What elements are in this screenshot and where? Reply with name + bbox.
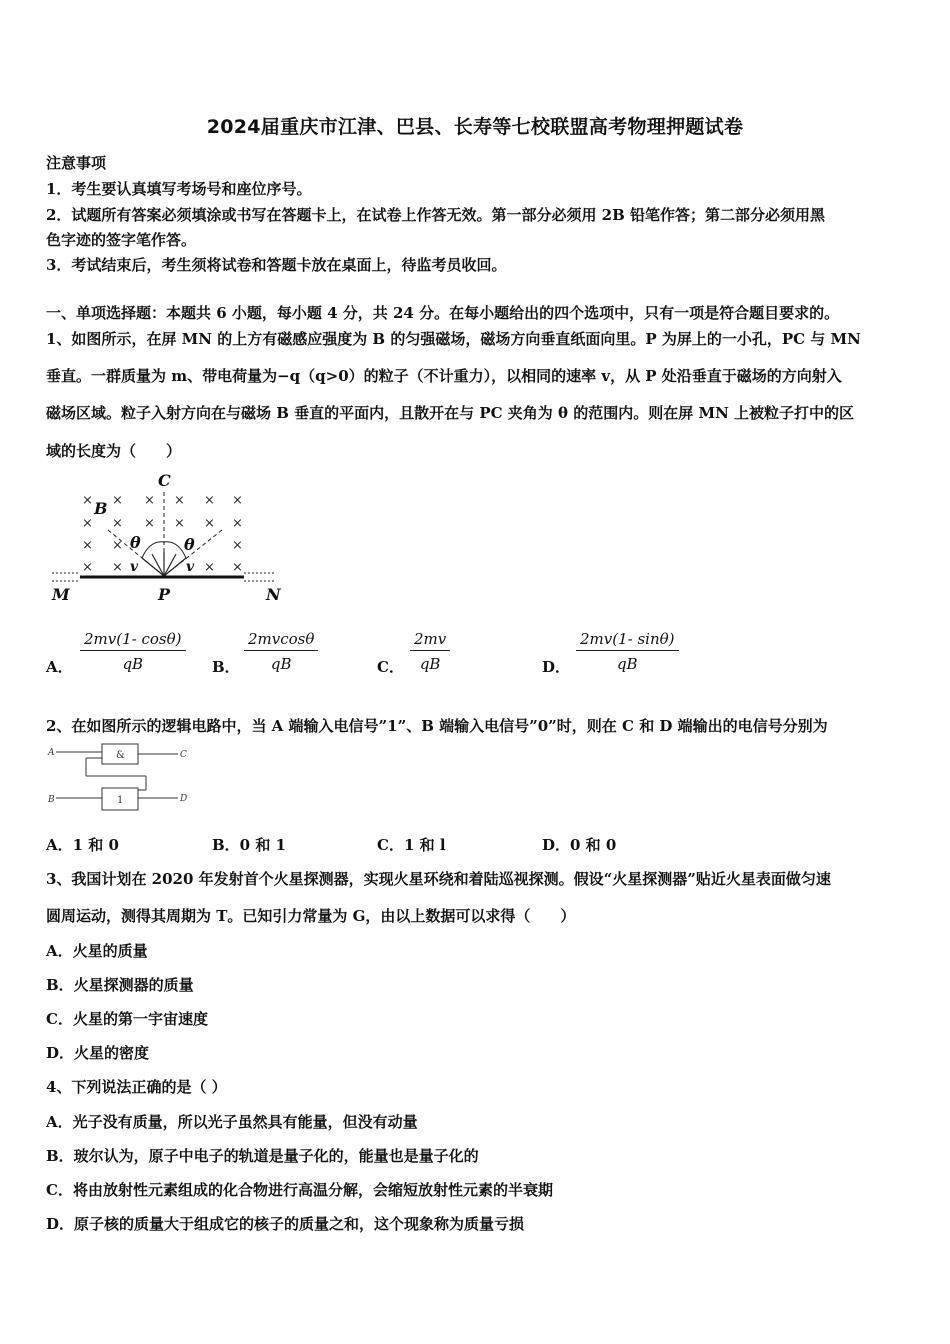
- cross-mark: ×: [144, 516, 155, 531]
- cross-mark: ×: [204, 560, 215, 575]
- q4-stem: 4、下列说法正确的是（ ）: [46, 1078, 227, 1096]
- q1-option-d-fraction: [576, 630, 679, 673]
- q4-option-d: D．原子核的质量大于组成它的核子的质量之和，这个现象称为质量亏损: [46, 1215, 525, 1233]
- cross-mark: ×: [82, 516, 93, 531]
- fraction-denominator: qB: [270, 655, 292, 673]
- fraction-numerator: 2mv(1- cosθ): [80, 630, 186, 651]
- q4-option-c: C．将由放射性元素组成的化合物进行高温分解，会缩短放射性元素的半衰期: [46, 1181, 553, 1199]
- q3-stem-line: 圆周运动，测得其周期为 T。已知引力常量为 G，由以上数据可以求得（ ）: [46, 907, 576, 925]
- cross-mark: ×: [204, 516, 215, 531]
- cross-mark: ×: [112, 538, 123, 553]
- circuit-label-a: A: [48, 748, 55, 758]
- fraction-denominator: qB: [419, 655, 441, 673]
- cross-mark: ×: [112, 560, 123, 575]
- circuit-label-d: D: [180, 794, 188, 804]
- notice-item: 色字迹的签字笔作答。: [46, 231, 197, 249]
- q3-option-b: B．火星探测器的质量: [46, 976, 194, 994]
- q1-stem-line: 垂直。一群质量为 m、带电荷量为−q（q>0）的粒子（不计重力），以相同的速率 v，从 P 处沿垂直于磁场的方向射入: [46, 367, 842, 385]
- and-gate-symbol: &: [116, 750, 125, 761]
- cross-mark: ×: [204, 493, 215, 508]
- q1-option-b-fraction: [244, 630, 318, 673]
- notice-item: 3．考试结束后，考生须将试卷和答题卡放在桌面上，待监考员收回。: [46, 256, 507, 274]
- cross-mark: ×: [174, 493, 185, 508]
- fraction-numerator: 2mv: [410, 630, 450, 651]
- q3-stem-line: 3、我国计划在 2020 年发射首个火星探测器，实现火星环绕和着陆巡视探测。假设“火星探测器”贴近火星表面做匀速: [46, 870, 831, 888]
- q1-magnetic-field-figure: [46, 470, 296, 610]
- circuit-label-c: C: [180, 750, 187, 760]
- label-v-right: v: [186, 559, 195, 575]
- cross-mark: ×: [112, 493, 123, 508]
- q4-option-a: A．光子没有质量，所以光子虽然具有能量，但没有动量: [46, 1113, 418, 1131]
- q3-option-a: A．火星的质量: [46, 942, 148, 960]
- q3-option-c: C．火星的第一宇宙速度: [46, 1010, 208, 1028]
- label-b: B: [94, 499, 108, 518]
- cross-mark: ×: [232, 560, 243, 575]
- q1-option-c-letter: C．: [377, 658, 404, 676]
- q1-option-d-letter: D．: [542, 658, 571, 676]
- label-theta-left: θ: [130, 533, 141, 552]
- cross-mark: ×: [232, 516, 243, 531]
- label-c: C: [158, 471, 171, 490]
- q1-stem-line: 域的长度为（ ）: [46, 442, 182, 460]
- q4-option-b: B．玻尔认为，原子中电子的轨道是量子化的，能量也是量子化的: [46, 1147, 479, 1165]
- circuit-label-b: B: [48, 795, 55, 805]
- label-p: P: [158, 585, 171, 604]
- fraction-denominator: qB: [616, 655, 638, 673]
- q1-option-b-letter: B．: [212, 658, 240, 676]
- q2-option-d: D．0 和 0: [542, 836, 617, 854]
- cross-mark: ×: [82, 560, 93, 575]
- q2-option-c: C．1 和 l: [377, 836, 446, 854]
- cross-mark: ×: [82, 493, 93, 508]
- q1-stem-line: 1、如图所示，在屏 MN 的上方有磁感应强度为 B 的匀强磁场，磁场方向垂直纸面向里。P 为屏上的一小孔，PC 与 MN: [46, 330, 861, 348]
- q2-option-b: B．0 和 1: [212, 836, 286, 854]
- cross-mark: ×: [82, 538, 93, 553]
- fraction-numerator: 2mvcosθ: [244, 630, 318, 651]
- cross-mark: ×: [144, 493, 155, 508]
- fraction-numerator: 2mv(1- sinθ): [576, 630, 679, 651]
- label-n: N: [266, 585, 281, 604]
- q1-option-a-fraction: [80, 630, 186, 673]
- cross-mark: ×: [174, 516, 185, 531]
- section-heading: 一、单项选择题：本题共 6 小题，每小题 4 分，共 24 分。在每小题给出的四个选项中，只有一项是符合题目要求的。: [46, 304, 840, 322]
- q1-option-c-fraction: [410, 630, 450, 673]
- cross-mark: ×: [232, 493, 243, 508]
- notice-heading: 注意事项: [46, 154, 107, 172]
- label-m: M: [52, 585, 70, 604]
- q2-logic-circuit-figure: [46, 742, 196, 818]
- label-theta-right: θ: [184, 535, 195, 554]
- cross-mark: ×: [232, 538, 243, 553]
- q1-stem-line: 磁场区域。粒子入射方向在与磁场 B 垂直的平面内，且散开在与 PC 夹角为 θ 的范围内。则在屏 MN 上被粒子打中的区: [46, 404, 854, 422]
- q1-option-a-letter: A．: [46, 658, 73, 676]
- label-v-left: v: [130, 559, 139, 575]
- not-gate-symbol: 1: [117, 795, 124, 806]
- notice-item: 1．考生要认真填写考场号和座位序号。: [46, 180, 312, 198]
- q2-stem: 2、在如图所示的逻辑电路中，当 A 端输入电信号”1”、B 端输入电信号”0”时，则在 C 和 D 端输出的电信号分别为: [46, 717, 828, 735]
- q3-option-d: D．火星的密度: [46, 1044, 150, 1062]
- exam-title: 2024届重庆市江津、巴县、长寿等七校联盟高考物理押题试卷: [206, 116, 744, 138]
- fraction-denominator: qB: [122, 655, 144, 673]
- q2-option-a: A．1 和 0: [46, 836, 119, 854]
- notice-item: 2．试题所有答案必须填涂或书写在答题卡上，在试卷上作答无效。第一部分必须用 2B 铅笔作答；第二部分必须用黑: [46, 206, 826, 224]
- cross-mark: ×: [112, 516, 123, 531]
